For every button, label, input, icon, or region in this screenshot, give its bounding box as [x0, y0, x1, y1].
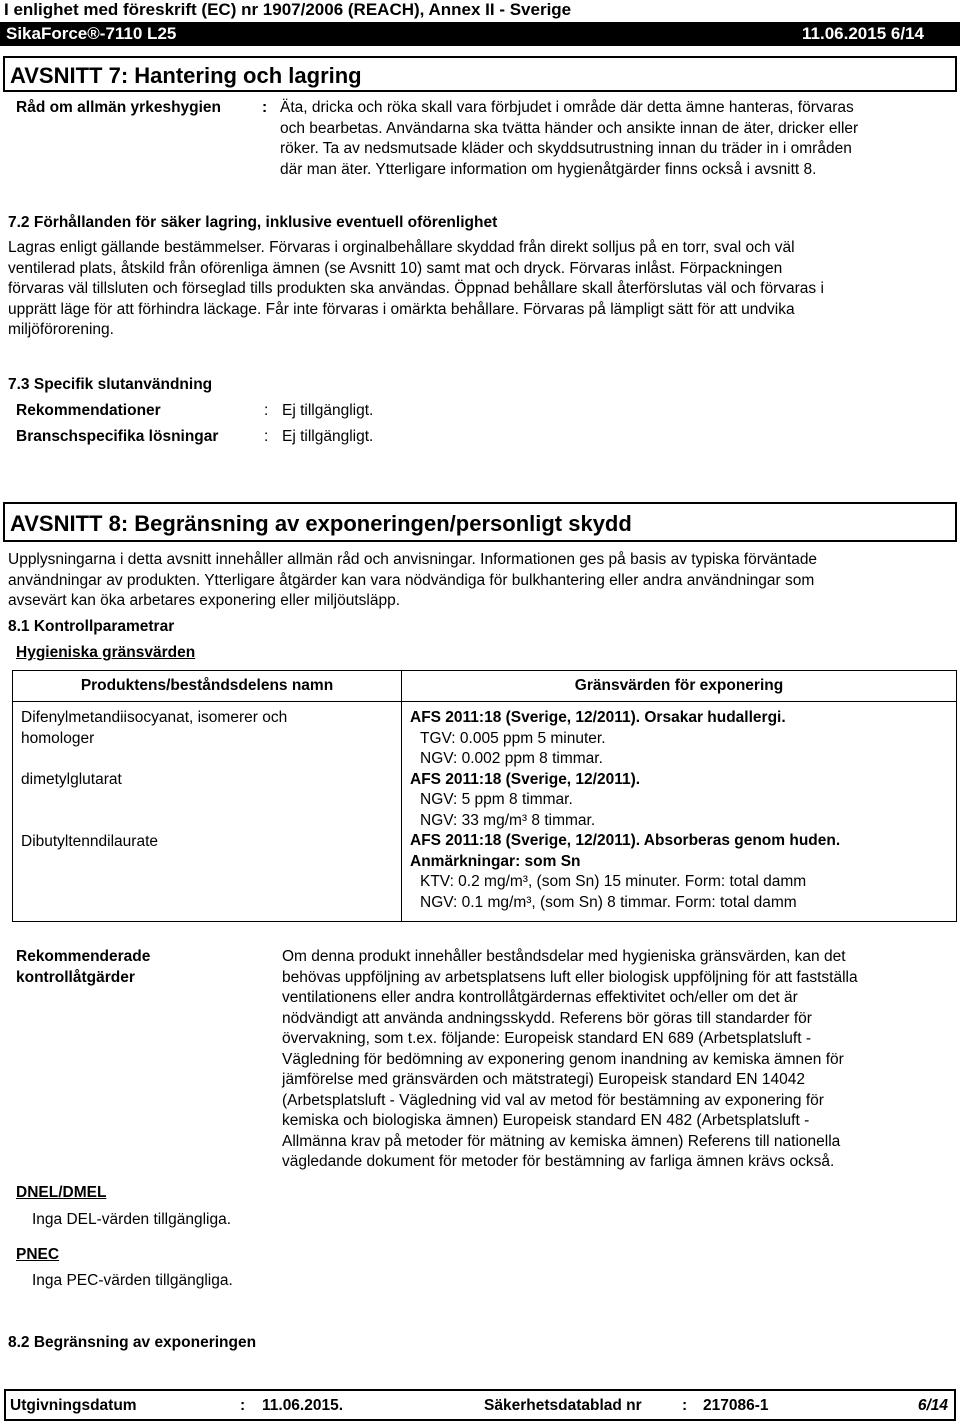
footer-sheet-colon: : [682, 1397, 688, 1414]
page-header [0, 0, 960, 48]
control-measures-line: Vägledning för bedömning av exponering genom inandning av kemiska ämnen för [282, 1050, 844, 1068]
section8-title: AVSNITT 8: Begränsning av exponeringen/personligt skydd [10, 511, 632, 536]
header-date-page: 11.06.2015 6/14 [802, 24, 924, 43]
industry-colon: : [264, 428, 269, 445]
control-measures-line: kemiska och biologiska ämnen) Europeisk standard EN 482 (Arbetsplatsluft - [282, 1112, 810, 1129]
substance-name: homologer [21, 729, 95, 747]
regulation-title: I enlighet med föreskrift (EC) nr 1907/2006 (REACH), Annex II - Sverige [4, 0, 572, 19]
limit-line: AFS 2011:18 (Sverige, 12/2011). Orsakar hudallergi. [410, 709, 786, 726]
limits-column [410, 708, 955, 913]
limit-line: NGV: 33 mg/m³ 8 timmar. [420, 811, 596, 829]
footer-date-colon: : [240, 1397, 246, 1414]
product-name: SikaForce®-7110 L25 [6, 24, 177, 43]
hygiene-line: där man äter. Ytterligare information om hygienåtgärder finns också i avsnitt 8. [280, 160, 817, 178]
subsection-8-1-title: 8.1 Kontrollparametrar [8, 618, 175, 635]
industry-value: Ej tillgängligt. [282, 428, 374, 445]
control-measures-line: övervakning, som t.ex. följande: Europeisk standard EN 689 (Arbetsplatsluft - [282, 1030, 811, 1047]
limit-line: NGV: 0.002 ppm 8 timmar. [420, 750, 603, 767]
table-row-name: dimetylglutarat [21, 771, 122, 788]
subsection-7-2-text [8, 238, 956, 341]
subsection-8-2-title: 8.2 Begränsning av exponeringen [8, 1334, 257, 1351]
dnel-title: DNEL/DMEL [16, 1184, 107, 1201]
control-measures-text [282, 947, 956, 1173]
intro-line: Upplysningarna i detta avsnitt innehåller allmän råd och anvisningar. Informationen ges på basis av typiska förväntade [8, 551, 818, 568]
recommendations-colon: : [264, 402, 269, 419]
storage-line: ventilerad plats, åtskild från oförenliga ämnen (se Avsnitt 10) samt mat och dryck. Förvaras inlåst. Förpackningen [8, 259, 783, 277]
hygiene-text [280, 98, 955, 180]
control-measures-line: behövas uppföljning av arbetsplatsens luft eller biologisk uppföljning för att fastställa [282, 968, 858, 986]
footer-sheet-label: Säkerhetsdatablad nr [484, 1397, 642, 1414]
limit-line: KTV: 0.2 mg/m³, (som Sn) 15 minuter. Form: total damm [420, 873, 807, 890]
limits-table [12, 670, 957, 922]
recommendations-value: Ej tillgängligt. [282, 402, 374, 419]
control-measures-line: vägledande dokument för metoder för bestämning av farliga ämnen krävs också. [282, 1153, 835, 1170]
control-measures-line: (Arbetsplatsluft - Vägledning vid val av metod för bestämning av exponering för [282, 1091, 824, 1109]
limit-line: NGV: 0.1 mg/m³, (som Sn) 8 timmar. Form: total damm [420, 893, 797, 911]
table-header-limits: Gränsvärden för exponering [574, 677, 784, 694]
pnec-text: Inga PEC-värden tillgängliga. [32, 1272, 233, 1289]
control-measures-line: Om denna produkt innehåller beståndsdelar med hygieniska gränsvärden, kan det [282, 948, 846, 965]
footer-date-value: 11.06.2015. [262, 1397, 344, 1414]
subsection-7-2-title: 7.2 Förhållanden för säker lagring, inklusive eventuell oförenlighet [8, 214, 498, 231]
subsection-7-3-title: 7.3 Specifik slutanvändning [8, 376, 213, 393]
control-measures-line: nödvändigt att använda andningsskydd. Referens bör göras till standarder för [282, 1009, 812, 1027]
control-measures-label-line: kontrollåtgärder [16, 968, 135, 986]
hygiene-label: Råd om allmän yrkeshygien [16, 99, 222, 116]
page-footer [4, 1389, 956, 1421]
hygienic-limits-title: Hygieniska gränsvärden [16, 644, 196, 661]
intro-line: avsevärt kan öka arbetares exponering eller miljöutsläpp. [8, 592, 401, 609]
intro-line: användningar av produkten. Ytterligare åtgärder kan vara nödvändiga för bulkhantering eller andra användningar som [8, 571, 815, 589]
hygiene-colon: : [262, 99, 268, 116]
table-divider-horizontal [13, 701, 956, 702]
limit-line: TGV: 0.005 ppm 5 minuter. [420, 729, 606, 747]
storage-line: upprätt läge för att förhindra läckage. Får inte förvaras i omärkta behållare. Förvaras på lämpligt sätt för att undvika [8, 300, 795, 318]
control-measures-line: ventilationens eller andra kontrollåtgärdernas effektivitet och/eller om det är [282, 989, 798, 1006]
recommendations-label: Rekommendationer [16, 402, 161, 419]
section7-title: AVSNITT 7: Hantering och lagring [10, 63, 362, 88]
pnec-title: PNEC [16, 1246, 60, 1263]
limit-line: AFS 2011:18 (Sverige, 12/2011). Absorberas genom huden. [410, 832, 841, 849]
footer-sheet-value: 217086-1 [703, 1397, 769, 1414]
control-measures-line: jämförelse med gränsvärden och mätstrategi) Europeisk standard EN 14042 [282, 1071, 805, 1088]
hygiene-line: röker. Ta av nedsmutsade kläder och skyddsutrustning innan du träder in i områden [280, 140, 852, 157]
storage-line: miljöförorening. [8, 321, 114, 338]
table-row-name: Dibutyltenndilaurate [21, 833, 159, 850]
control-measures-label [16, 947, 150, 988]
footer-date-label: Utgivningsdatum [10, 1397, 137, 1414]
hygiene-line: och bearbetas. Användarna ska tvätta händer och ansikte innan de äter, dricker eller [280, 119, 859, 137]
table-header-name: Produktens/beståndsdelens namn [80, 677, 334, 694]
section8-intro [8, 550, 956, 612]
control-measures-label-line: Rekommenderade [16, 948, 151, 965]
dnel-text: Inga DEL-värden tillgängliga. [32, 1211, 232, 1228]
limit-line: NGV: 5 ppm 8 timmar. [420, 791, 573, 808]
substance-name: Difenylmetandiisocyanat, isomerer och [21, 709, 288, 726]
industry-label: Branschspecifika lösningar [16, 428, 219, 445]
section8-title-box [3, 502, 957, 542]
limit-line: Anmärkningar: som Sn [410, 852, 581, 870]
table-row-name [21, 708, 287, 749]
limit-line: AFS 2011:18 (Sverige, 12/2011). [410, 770, 641, 788]
table-divider-vertical [401, 671, 402, 921]
storage-line: Lagras enligt gällande bestämmelser. Förvaras i orginalbehållare skyddad från direkt solljus på en torr, sval och väl [8, 239, 795, 256]
footer-page: 6/14 [917, 1397, 948, 1414]
storage-line: förvaras väl tillsluten och förseglad tills produkten ska användas. Öppnad behållare skall återförslutas väl och förvaras i [8, 280, 824, 297]
control-measures-line: Allmänna krav på metoder för mätning av kemiska ämnen) Referens till nationella [282, 1132, 841, 1150]
section7-title-box [3, 56, 957, 92]
hygiene-line: Äta, dricka och röka skall vara förbjudet i område där detta ämne hanteras, förvaras [280, 99, 854, 116]
